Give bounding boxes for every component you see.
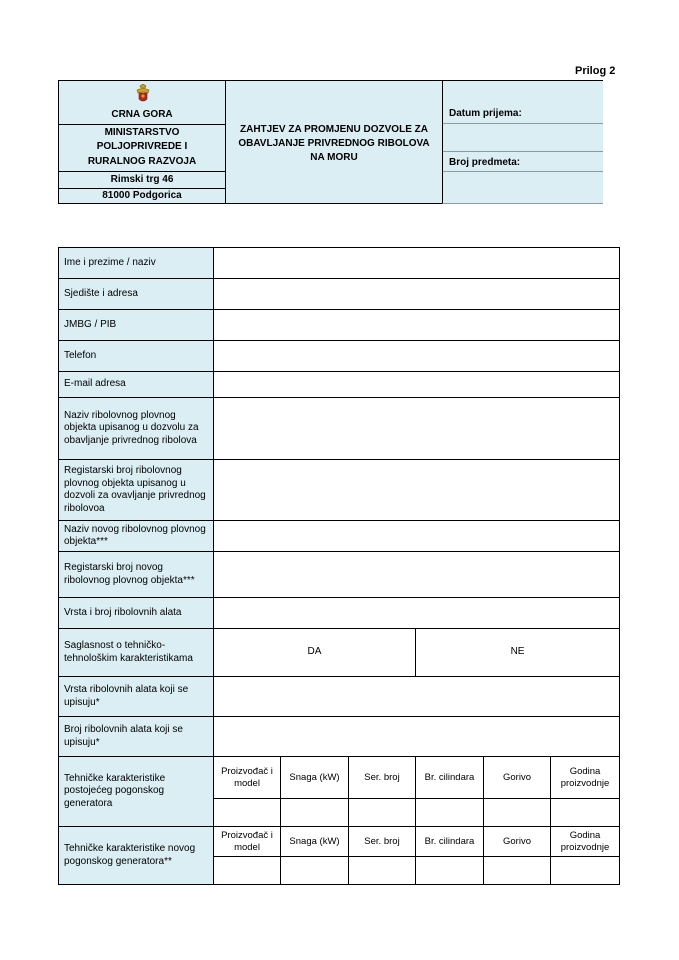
consent-no-option[interactable]: NE [416, 629, 620, 677]
gen-input-maker[interactable] [214, 799, 281, 827]
form-row [59, 521, 620, 552]
field-label-gear-type-reg: Vrsta ribolovnih alata koji se upisuju* [59, 677, 214, 717]
gen-col-maker: Proizvođač i model [214, 757, 281, 799]
field-label-email: E-mail adresa [59, 372, 214, 398]
new-gen-input-year[interactable] [551, 857, 620, 885]
field-input-id[interactable] [214, 310, 620, 341]
city-address: 81000 Podgorica [102, 190, 182, 201]
form-title-line-1: ZAHTJEV ZA PROMJENU DOZVOLE ZA [240, 124, 428, 135]
form-title-block [226, 80, 442, 204]
field-label-vessel-name: Naziv ribolovnog plovnog objekta upisanog u dozvolu za obavljanje privrednog ribolova [59, 398, 214, 460]
gen-col-fuel: Gorivo [484, 757, 551, 799]
field-label-gear-count-reg: Broj ribolovnih alata koji se upisuju* [59, 717, 214, 757]
form-row [59, 629, 620, 677]
country-name: CRNA GORA [111, 109, 173, 120]
gen-col-serial: Ser. broj [349, 757, 416, 799]
field-label-id: JMBG / PIB [59, 310, 214, 341]
field-label-new-vessel-name: Naziv novog ribolovnog plovnog objekta*** [59, 521, 214, 552]
field-input-gear-type-count[interactable] [214, 598, 620, 629]
new-gen-col-fuel: Gorivo [484, 827, 551, 857]
form-row [59, 552, 620, 598]
field-input-new-vessel-name[interactable] [214, 521, 620, 552]
new-gen-input-power[interactable] [281, 857, 349, 885]
new-gen-input-cylinders[interactable] [416, 857, 484, 885]
field-input-phone[interactable] [214, 341, 620, 372]
ministry-line-2: POLJOPRIVREDE I [96, 141, 188, 152]
field-input-new-vessel-reg[interactable] [214, 552, 620, 598]
application-form-table [58, 247, 620, 885]
field-label-gear-type-count: Vrsta i broj ribolovnih alata [59, 598, 214, 629]
form-row [59, 757, 620, 799]
coat-of-arms-icon [135, 84, 151, 104]
form-row [59, 341, 620, 372]
gen-col-cylinders: Br. cilindara [416, 757, 484, 799]
institution-block [58, 80, 226, 204]
annex-label: Prilog 2 [575, 65, 616, 77]
date-received-label: Datum prijema: [449, 108, 522, 119]
field-label-existing-gen: Tehničke karakteristike postojećeg pogonskog generatora [59, 757, 214, 827]
form-row [59, 598, 620, 629]
registry-block [442, 80, 603, 204]
form-header [58, 80, 603, 204]
field-input-address[interactable] [214, 279, 620, 310]
gen-input-power[interactable] [281, 799, 349, 827]
field-label-address: Sjedište i adresa [59, 279, 214, 310]
street-address: Rimski trg 46 [110, 174, 174, 185]
field-label-new-gen: Tehničke karakteristike novog pogonskog generatora** [59, 827, 214, 885]
case-number-label: Broj predmeta: [449, 157, 521, 168]
field-label-consent: Saglasnost o tehničko-tehnološkim karakteristikama [59, 629, 214, 677]
new-gen-col-serial: Ser. broj [349, 827, 416, 857]
gen-col-year: Godina proizvodnje [551, 757, 620, 799]
new-gen-col-year: Godina proizvodnje [551, 827, 620, 857]
form-row [59, 677, 620, 717]
field-input-name[interactable] [214, 248, 620, 279]
field-label-name: Ime i prezime / naziv [59, 248, 214, 279]
new-gen-col-maker: Proizvođač i model [214, 827, 281, 857]
form-row [59, 372, 620, 398]
new-gen-input-serial[interactable] [349, 857, 416, 885]
form-title-line-3: NA MORU [310, 152, 358, 163]
form-row [59, 460, 620, 521]
form-title-line-2: OBAVLJANJE PRIVREDNOG RIBOLOVA [238, 138, 430, 149]
new-gen-input-maker[interactable] [214, 857, 281, 885]
ministry-line-3: RURALNOG RAZVOJA [87, 156, 197, 167]
new-gen-input-fuel[interactable] [484, 857, 551, 885]
gen-input-fuel[interactable] [484, 799, 551, 827]
ministry-line-1: MINISTARSTVO [104, 127, 180, 138]
field-input-vessel-name[interactable] [214, 398, 620, 460]
form-row [59, 248, 620, 279]
field-label-new-vessel-reg: Registarski broj novog ribolovnog plovnog objekta*** [59, 552, 214, 598]
field-input-email[interactable] [214, 372, 620, 398]
field-label-vessel-reg: Registarski broj ribolovnog plovnog objekta upisanog u dozvoli za ovavljanje privrednog ribolovoa [59, 460, 214, 521]
form-row [59, 398, 620, 460]
form-row [59, 717, 620, 757]
gen-input-cylinders[interactable] [416, 799, 484, 827]
gen-input-serial[interactable] [349, 799, 416, 827]
consent-yes-option[interactable]: DA [214, 629, 416, 677]
form-row [59, 310, 620, 341]
new-gen-col-power: Snaga (kW) [281, 827, 349, 857]
gen-col-power: Snaga (kW) [281, 757, 349, 799]
field-label-phone: Telefon [59, 341, 214, 372]
field-input-gear-count-reg[interactable] [214, 717, 620, 757]
field-input-gear-type-reg[interactable] [214, 677, 620, 717]
form-row [59, 827, 620, 857]
gen-input-year[interactable] [551, 799, 620, 827]
new-gen-col-cylinders: Br. cilindara [416, 827, 484, 857]
form-row [59, 279, 620, 310]
field-input-vessel-reg[interactable] [214, 460, 620, 521]
